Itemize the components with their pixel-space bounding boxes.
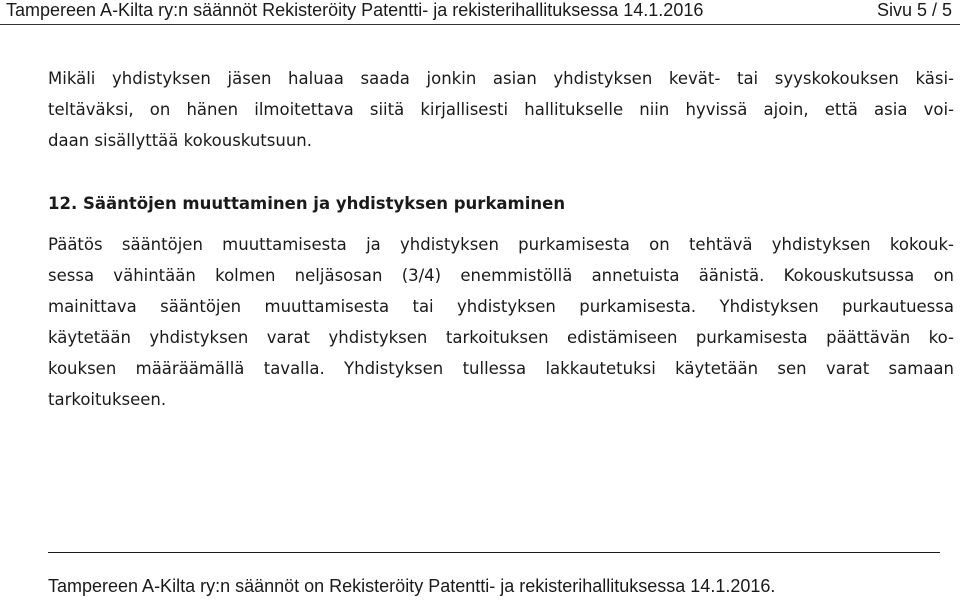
paragraph-line: daan sisällyttää kokouskutsuun. bbox=[48, 131, 312, 150]
paragraph-line: Päätös sääntöjen muuttamisesta ja yhdistyksen purkamisesta on tehtävä yhdistyksen kokouk- bbox=[48, 235, 954, 254]
paragraph-line: Mikäli yhdistyksen jäsen haluaa saada jonkin asian yhdistyksen kevät- tai syyskokouksen käsi- bbox=[48, 69, 954, 88]
footer-divider bbox=[48, 552, 940, 553]
paragraph-line: teltäväksi, on hänen ilmoitettava siitä kirjallisesti hallitukselle niin hyvissä ajoin, että asia voi- bbox=[48, 100, 954, 119]
agenda-request-paragraph bbox=[48, 63, 954, 156]
paragraph-line: mainittava sääntöjen muuttamisesta tai yhdistyksen purkamisesta. Yhdistyksen purkautuessa bbox=[48, 297, 954, 316]
section-heading: 12. Sääntöjen muuttaminen ja yhdistyksen purkaminen bbox=[48, 194, 566, 213]
paragraph-line: käytetään yhdistyksen varat yhdistyksen tarkoituksen edistämiseen purkamisesta päättävän ko- bbox=[48, 328, 954, 347]
paragraph-line: tarkoitukseen. bbox=[48, 390, 167, 409]
paragraph-line: kouksen määräämällä tavalla. Yhdistyksen tullessa lakkautetuksi käytetään sen varat samaan bbox=[48, 359, 954, 378]
header-title: Tampereen A-Kilta ry:n säännöt Rekisteröity Patentti- ja rekisterihallituksessa 14.1.2016 bbox=[6, 0, 704, 20]
page-number: Sivu 5 / 5 bbox=[876, 0, 952, 20]
rules-change-paragraph bbox=[48, 229, 954, 415]
paragraph-line: sessa vähintään kolmen neljäsosan (3/4) enemmistöllä annetuista äänistä. Kokouskutsussa on bbox=[48, 266, 954, 285]
footer-text: Tampereen A-Kilta ry:n säännöt on Rekisteröity Patentti- ja rekisterihallituksessa 14.1.2016. bbox=[48, 576, 776, 596]
page-header bbox=[0, 0, 960, 25]
